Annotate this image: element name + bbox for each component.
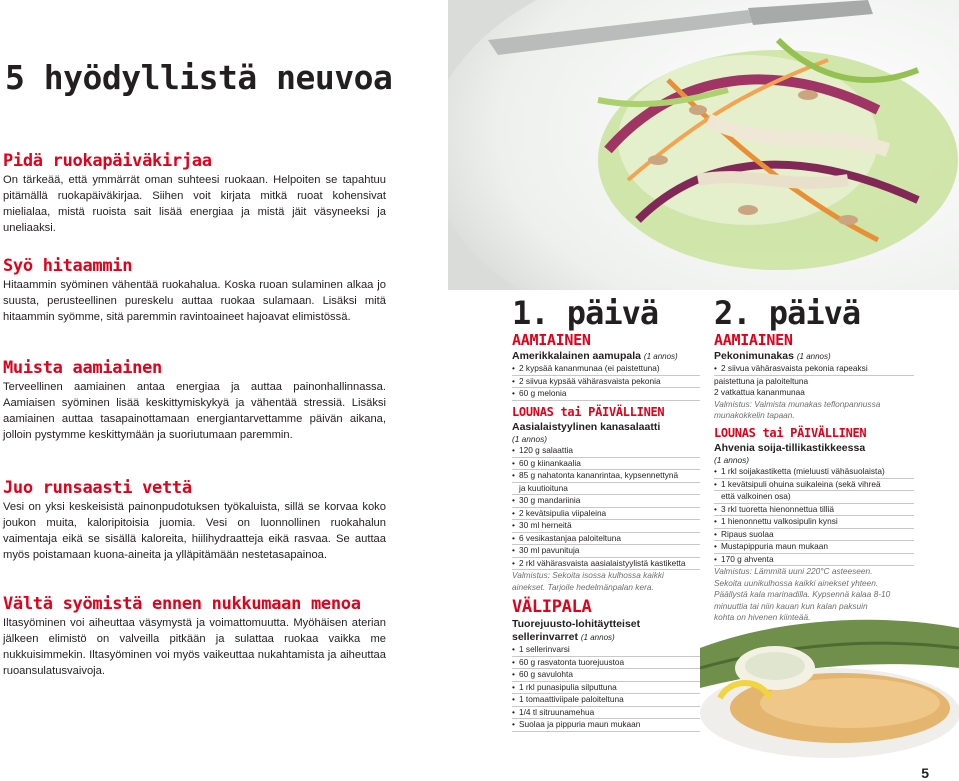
preparation-note: ainekset. Tarjoile hedelmänpalan kera. bbox=[512, 581, 654, 592]
ingredient-list bbox=[512, 445, 700, 570]
tip-no-late-eating bbox=[3, 593, 386, 679]
list-item: • 6 vesikastanjaa paloiteltuna bbox=[512, 533, 700, 546]
meal-heading: VÄLIPALA bbox=[512, 597, 592, 617]
list-item: • 85 g nahatonta kananrintaa, kypsennettynä bbox=[512, 470, 700, 483]
preparation-note: kohta on hivenen kiinteää. bbox=[714, 612, 811, 622]
list-item: • 3 rkl tuoretta hienonnettua tilliä bbox=[714, 504, 914, 517]
list-item: • Suolaa ja pippuria maun mukaan bbox=[512, 719, 700, 732]
day-1-menu bbox=[512, 295, 700, 732]
tip-heading: Juo runsaasti vettä bbox=[3, 478, 192, 498]
ingredient-line: paistettuna ja paloiteltuna bbox=[714, 375, 809, 386]
dish-name: Pekonimunakas (1 annos) bbox=[714, 350, 831, 362]
list-item: • 1 tomaattiviipale paloiteltuna bbox=[512, 694, 700, 707]
tip-text: Terveellinen aamiainen antaa energiaa ja auttaa painonhallinnassa. Aamiaisen syöminen lisää keskittymiskykyä ja vähentää stressiä. Lisäksi aamiainen auttaa tasapainottamaan energiantarvettamme päivän aikana, jolloin pystymme keskittymään ja suoriutumaan paremmin. bbox=[3, 381, 386, 441]
list-item: • 170 g ahventa bbox=[714, 554, 914, 567]
list-item: • 1 rkl punasipulia silputtuna bbox=[512, 682, 700, 695]
preparation-note: Valmistus: Valmista munakas teflonpannussa bbox=[714, 398, 881, 409]
tip-text: Iltasyöminen voi aiheuttaa väsymystä ja voimattomuutta. Myöhäisen aterian jälkeen elimistö on valveilla pitkään ja sulattaa ruokaa vaikka me nukkuisimmekin. Iltasyöminen voi myös vaikeuttaa nukahtamista ja aiheuttaa ruoansulatusvaivoja. bbox=[3, 617, 386, 677]
preparation-note: munakokkelin tapaan. bbox=[714, 410, 795, 420]
dish-name: Tuorejuusto-lohitäytteiset bbox=[512, 618, 641, 630]
list-item: että valkoinen osa) bbox=[714, 491, 914, 504]
list-item: • 30 ml herneitä bbox=[512, 520, 700, 533]
list-item: • 2 siivua vähärasvaista pekonia rapeaksi bbox=[714, 363, 914, 376]
tip-heading: Pidä ruokapäiväkirjaa bbox=[3, 151, 212, 171]
ingredient-list bbox=[512, 644, 700, 732]
list-item: • 60 g melonia bbox=[512, 388, 700, 401]
dish-name: Amerikkalainen aamupala (1 annos) bbox=[512, 350, 678, 362]
list-item: • 2 kevätsipulia viipaleina bbox=[512, 508, 700, 521]
list-item: • 1 kevätsipuli ohuina suikaleina (sekä vihreä bbox=[714, 479, 914, 492]
preparation-note: Valmistus: Sekoita isossa kulhossa kaikki bbox=[512, 570, 664, 580]
list-item: • 1 rkl soijakastiketta (mieluusti vähäsuolaista) bbox=[714, 466, 914, 479]
meal-heading: AAMIAINEN bbox=[512, 331, 591, 349]
tip-food-diary bbox=[3, 150, 386, 236]
preparation-note: Sekoita uunikulhossa kaikki ainekset yhteen. bbox=[714, 577, 879, 588]
preparation-note: Valmistus: Lämmitä uuni 220°C asteeseen. bbox=[714, 566, 873, 576]
dish-name: sellerinvarret (1 annos) bbox=[512, 631, 615, 643]
meal-heading: LOUNAS tai PÄIVÄLLINEN bbox=[714, 425, 867, 440]
list-item: • 120 g salaattia bbox=[512, 445, 700, 458]
list-item: • Mustapippuria maun mukaan bbox=[714, 541, 914, 554]
tip-text: Hitaammin syöminen vähentää ruokahalua. Koska ruoan sulaminen alkaa jo suusta, perusteellinen pureskelu auttaa ruokaa sulamaan. Lisäksi mitä hitaammin syömme, sitä paremmin ravintoaineet hajoavat elimistössä. bbox=[3, 279, 386, 323]
tip-heading: Muista aamiainen bbox=[3, 358, 162, 378]
meal-heading: AAMIAINEN bbox=[714, 331, 793, 349]
ingredient-list bbox=[512, 363, 700, 401]
dish-note: (1 annos) bbox=[714, 454, 750, 465]
tip-text: Vesi on yksi keskeisistä painonpudotuksen työkaluista, sillä se korvaa koko joukon muita, kaloripitoisia juomia. Vesi on luonnollinen ruokahalun vaimentaja eikä se sisällä kaloreita, hiilihydraatteja eikä rasvaa. Se auttaa myös poistamaan kuona-aineita ja ylläpitämään nestetasapainoa. bbox=[3, 501, 386, 561]
tip-eat-slowly bbox=[3, 255, 386, 325]
list-item: ja kuutioituna bbox=[512, 483, 700, 496]
tip-text: On tärkeää, että ymmärrät oman suhteesi ruokaan. Helpoiten se tapahtuu pitämällä ruokapäiväkirjaa. Siihen voit kirjata mitkä ruoat kohensivat mielialaa, mistä ruoista sait lisää energiaa ja mistä jäit väsyneeksi ja uneliaaksi. bbox=[3, 174, 386, 234]
list-item: • 60 g rasvatonta tuorejuustoa bbox=[512, 657, 700, 670]
list-item: • 60 g kiinankaalia bbox=[512, 458, 700, 471]
salad-photo bbox=[448, 0, 959, 290]
preparation-note: minuuttia tai niin kauan kun kalan paksuin bbox=[714, 600, 868, 611]
ingredient-line: 2 vatkattua kananmunaa bbox=[714, 387, 805, 397]
dish-name: Aasialaistyylinen kanasalaatti bbox=[512, 420, 661, 433]
fish-photo bbox=[700, 608, 959, 758]
day-title: 2. päivä bbox=[714, 294, 861, 332]
dish-note: (1 annos) bbox=[512, 433, 548, 444]
ingredient-list bbox=[714, 363, 914, 376]
list-item: • 30 ml pavunituja bbox=[512, 545, 700, 558]
tip-heading: Syö hitaammin bbox=[3, 256, 133, 276]
tip-breakfast bbox=[3, 357, 386, 443]
meal-heading: LOUNAS tai PÄIVÄLLINEN bbox=[512, 404, 665, 419]
day-title: 1. päivä bbox=[512, 294, 659, 332]
ingredient-list bbox=[714, 466, 914, 566]
tip-drink-water bbox=[3, 477, 386, 563]
dish-name: Ahvenia soija-tillikastikkeessa bbox=[714, 441, 866, 454]
list-item: • 1 sellerinvarsi bbox=[512, 644, 700, 657]
list-item: • 2 kypsää kananmunaa (ei paistettuna) bbox=[512, 363, 700, 376]
list-item: • 60 g savulohta bbox=[512, 669, 700, 682]
list-item: • Ripaus suolaa bbox=[714, 529, 914, 542]
page-number: 5 bbox=[921, 765, 929, 781]
list-item: • 1/4 tl sitruunamehua bbox=[512, 707, 700, 720]
tip-heading: Vältä syömistä ennen nukkumaan menoa bbox=[3, 594, 361, 614]
list-item: • 2 rkl vähärasvaista aasialaistyylistä kastiketta bbox=[512, 558, 700, 571]
list-item: • 2 siivua kypsää vähärasvaista pekonia bbox=[512, 376, 700, 389]
preparation-note: Päällystä kala marinadilla. Kypsennä kalaa 8-10 bbox=[714, 589, 891, 599]
list-item: • 1 hienonnettu valkosipulin kynsi bbox=[714, 516, 914, 529]
list-item: • 30 g mandariinia bbox=[512, 495, 700, 508]
page-title: 5 hyödyllistä neuvoa bbox=[5, 58, 393, 97]
day-2-menu bbox=[714, 295, 914, 624]
